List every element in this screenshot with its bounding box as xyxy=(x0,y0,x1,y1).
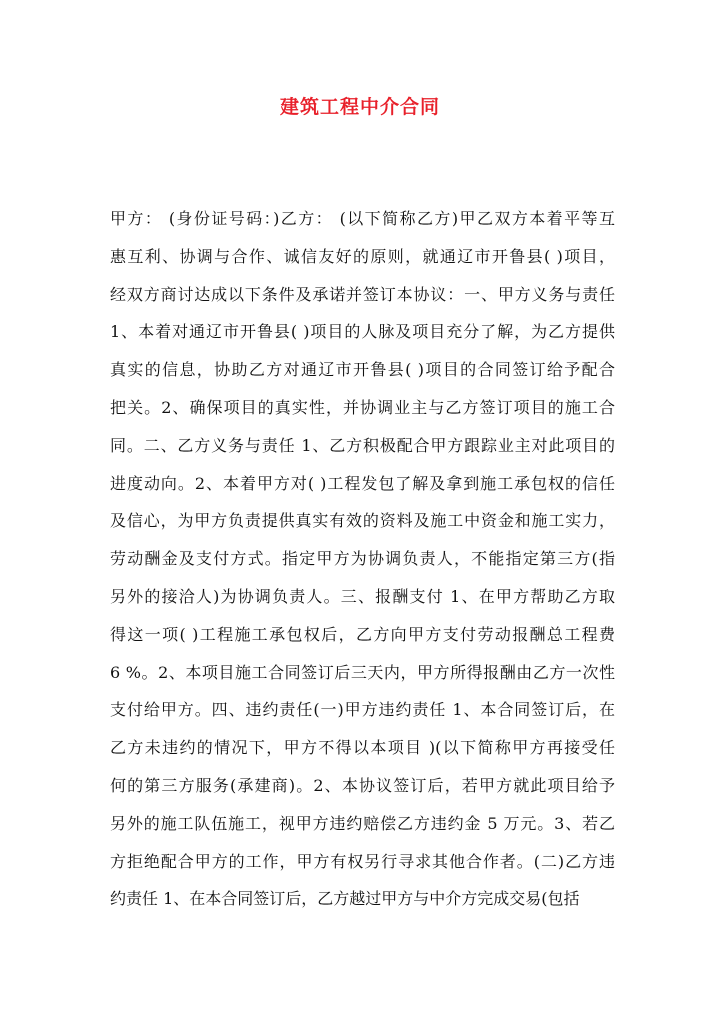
document-title: 建筑工程中介合同 xyxy=(279,96,440,118)
body-line: 经双方商讨达成以下条件及承诺并签订本协议：一、甲方义务与责任 xyxy=(110,284,615,304)
body-line: 得这一项( )工程施工承包权后，乙方向甲方支付劳动报酬总工程费 xyxy=(110,624,615,644)
body-line: 乙方未违约的情况下，甲方不得以本项目 )(以下简称甲方再接受任 xyxy=(110,738,615,758)
body-line: 另外的施工队伍施工，视甲方违约赔偿乙方违约金 5 万元。3、若乙 xyxy=(110,813,615,833)
body-line: 另外的接洽人)为协调负责人。三、报酬支付 1、在甲方帮助乙方取 xyxy=(110,586,615,606)
body-line: 把关。2、确保项目的真实性，并协调业主与乙方签订项目的施工合 xyxy=(110,397,615,417)
body-line: 1、本着对通辽市开鲁县( )项目的人脉及项目充分了解，为乙方提供 xyxy=(110,322,615,342)
body-line: 及信心，为甲方负责提供真实有效的资料及施工中资金和施工实力， xyxy=(110,511,615,531)
body-line: 甲方： (身份证号码：)乙方： (以下简称乙方)甲乙双方本着平等互 xyxy=(110,209,615,228)
body-line: 支付给甲方。四、违约责任(一)甲方违约责任 1、本合同签订后，在 xyxy=(110,700,615,720)
body-line: 劳动酬金及支付方式。指定甲方为协调负责人，不能指定第三方(指 xyxy=(110,549,615,569)
body-line: 方拒绝配合甲方的工作，甲方有权另行寻求其他合作者。(二)乙方违 xyxy=(110,851,615,871)
body-line: 约责任 1、在本合同签订后，乙方越过甲方与中介方完成交易(包括 xyxy=(110,889,580,909)
body-line: 同。二、乙方义务与责任 1、乙方积极配合甲方跟踪业主对此项目的 xyxy=(110,435,615,455)
body-line: 真实的信息，协助乙方对通辽市开鲁县( )项目的合同签订给予配合 xyxy=(110,360,615,380)
body-line: 何的第三方服务(承建商)。2、本协议签订后，若甲方就此项目给予 xyxy=(110,775,615,795)
document-body xyxy=(110,200,615,918)
body-line: 进度动向。2、本着甲方对( )工程发包了解及拿到施工承包权的信任 xyxy=(110,473,615,493)
body-line: 惠互利、协调与合作、诚信友好的原则，就通辽市开鲁县( )项目， xyxy=(110,246,615,266)
body-line: 6 %。2、本项目施工合同签订后三天内，甲方所得报酬由乙方一次性 xyxy=(110,662,615,682)
